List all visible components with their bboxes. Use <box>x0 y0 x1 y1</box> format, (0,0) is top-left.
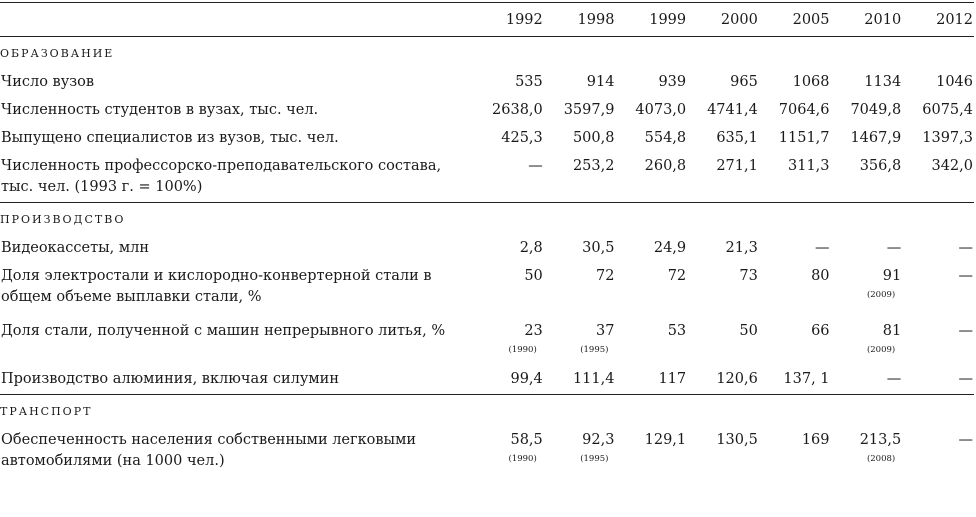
value-number: 30,5 <box>582 240 615 256</box>
value-number: — <box>886 371 902 387</box>
value-number: 81 <box>882 323 902 339</box>
value-number: 7049,8 <box>850 102 902 118</box>
value-number: 23 <box>524 323 543 339</box>
value-cell <box>759 69 831 97</box>
value-cell <box>902 153 974 203</box>
value-cell <box>544 153 616 203</box>
year-header: 2005 <box>759 3 831 37</box>
value-cell <box>472 235 544 263</box>
value-number: 1467,9 <box>850 130 902 146</box>
value-cell <box>759 427 831 482</box>
row-label: Выпущено специалистов из вузов, тыс. чел. <box>1 130 339 146</box>
value-number: 260,8 <box>644 158 687 174</box>
value-cell <box>472 125 544 153</box>
value-number: — <box>958 268 973 284</box>
value-cell <box>831 318 903 366</box>
value-cell <box>472 97 544 125</box>
value-cell <box>759 125 831 153</box>
value-cell <box>831 427 903 482</box>
value-cell <box>472 366 544 395</box>
table-row <box>0 318 974 366</box>
value-cell <box>902 427 974 482</box>
year-header: 1998 <box>544 3 616 37</box>
value-number: 1134 <box>864 74 902 90</box>
section-header-row <box>0 203 974 236</box>
value-number: 500,8 <box>572 130 615 146</box>
row-label: Число вузов <box>1 74 95 90</box>
value-number: 80 <box>811 268 830 284</box>
value-cell <box>687 235 759 263</box>
value-cell <box>759 366 831 395</box>
value-number: 66 <box>811 323 830 339</box>
value-cell <box>831 263 903 318</box>
value-number: 50 <box>524 268 543 284</box>
value-number: 356,8 <box>859 158 902 174</box>
value-cell <box>687 318 759 366</box>
value-number: 72 <box>667 268 687 284</box>
value-year-note: (2008) <box>866 454 896 464</box>
value-number: 271,1 <box>716 158 758 174</box>
value-cell <box>472 153 544 203</box>
value-number: 4073,0 <box>635 102 687 118</box>
value-cell <box>831 125 903 153</box>
value-cell <box>902 235 974 263</box>
table-row <box>0 97 974 125</box>
value-number: 53 <box>667 323 687 339</box>
value-cell <box>759 235 831 263</box>
table-row <box>0 69 974 97</box>
value-number: 169 <box>801 432 830 448</box>
section-title: ПРОИЗВОДСТВО <box>0 203 974 236</box>
value-cell <box>544 97 616 125</box>
value-cell <box>759 97 831 125</box>
value-cell <box>902 263 974 318</box>
value-number: 213,5 <box>859 432 902 448</box>
value-cell <box>615 97 687 125</box>
value-number: — <box>528 158 543 174</box>
statistics-table <box>0 2 974 482</box>
value-number: 24,9 <box>653 240 687 256</box>
value-cell <box>615 125 687 153</box>
value-number: 3597,9 <box>563 102 615 118</box>
value-number: 58,5 <box>510 432 543 448</box>
section-title: ТРАНСПОРТ <box>0 395 974 428</box>
value-cell <box>759 153 831 203</box>
value-number: 21,3 <box>725 240 758 256</box>
value-cell <box>615 366 687 395</box>
value-number: 1397,3 <box>922 130 973 146</box>
value-cell <box>687 366 759 395</box>
value-cell <box>615 69 687 97</box>
value-cell <box>902 318 974 366</box>
value-cell <box>687 97 759 125</box>
value-cell <box>902 97 974 125</box>
value-number: 37 <box>596 323 615 339</box>
year-header: 2000 <box>687 3 759 37</box>
value-cell <box>831 366 903 395</box>
value-number: 111,4 <box>572 371 615 387</box>
value-cell <box>831 235 903 263</box>
value-year-note: (1995) <box>580 454 609 464</box>
value-cell <box>544 427 616 482</box>
value-number: — <box>958 432 973 448</box>
table-row <box>0 125 974 153</box>
value-cell <box>687 125 759 153</box>
value-year-note: (2009) <box>866 345 896 355</box>
value-number: — <box>958 240 973 256</box>
year-header: 1992 <box>472 3 544 37</box>
value-number: 92,3 <box>582 432 615 448</box>
value-cell <box>615 318 687 366</box>
value-cell <box>831 69 903 97</box>
value-cell <box>687 427 759 482</box>
value-number: 4741,4 <box>707 102 758 118</box>
value-cell <box>544 263 616 318</box>
row-label: Доля стали, полученной с машин непрерывного литья, % <box>1 323 446 339</box>
value-cell <box>544 125 616 153</box>
value-number: — <box>886 240 902 256</box>
row-label: Численность студентов в вузах, тыс. чел. <box>1 102 319 118</box>
year-header: 1999 <box>615 3 687 37</box>
value-year-note: (1995) <box>580 345 609 355</box>
row-label: Обеспеченность населения собственными легковыми автомобилями (на 1000 чел.) <box>1 432 417 469</box>
year-header-row <box>0 3 974 37</box>
section-title: ОБРАЗОВАНИЕ <box>0 47 115 60</box>
value-number: 914 <box>586 74 615 90</box>
value-cell <box>472 427 544 482</box>
value-cell <box>472 263 544 318</box>
value-number: 6075,4 <box>922 102 973 118</box>
value-number: 425,3 <box>501 130 543 146</box>
section-header-row <box>0 395 974 428</box>
value-cell <box>615 263 687 318</box>
value-year-note: (2009) <box>866 290 896 300</box>
value-number: 342,0 <box>931 158 973 174</box>
value-number: 7064,6 <box>778 102 830 118</box>
row-label: Доля электростали и кислородно-конвертерной стали в общем объеме выплавки стали, % <box>1 268 432 305</box>
value-number: 2,8 <box>519 240 543 256</box>
value-cell <box>544 235 616 263</box>
value-number: 50 <box>739 323 758 339</box>
value-number: 1151,7 <box>778 130 830 146</box>
value-cell <box>544 366 616 395</box>
value-number: 72 <box>596 268 615 284</box>
value-number: 2638,0 <box>492 102 543 118</box>
value-number: 1068 <box>792 74 830 90</box>
value-year-note: (1990) <box>508 345 537 355</box>
value-number: 130,5 <box>716 432 758 448</box>
section-header-row <box>0 37 974 70</box>
table-body <box>0 37 974 483</box>
value-cell <box>472 69 544 97</box>
value-number: 137, 1 <box>783 371 830 387</box>
row-label: Видеокассеты, млн <box>1 240 150 256</box>
value-number: 120,6 <box>716 371 758 387</box>
value-number: 253,2 <box>572 158 615 174</box>
value-cell <box>902 125 974 153</box>
value-number: — <box>958 371 973 387</box>
value-number: 129,1 <box>644 432 687 448</box>
value-number: 117 <box>658 371 687 387</box>
table-row <box>0 366 974 395</box>
value-cell <box>687 153 759 203</box>
header-label-cell <box>0 3 472 37</box>
year-header: 2010 <box>831 3 903 37</box>
value-number: 99,4 <box>510 371 543 387</box>
row-label: Численность профессорско-преподавательского состава, тыс. чел. (1993 г. = 100%) <box>1 158 442 195</box>
value-cell <box>615 153 687 203</box>
value-cell <box>759 318 831 366</box>
value-cell <box>902 366 974 395</box>
value-cell <box>544 318 616 366</box>
value-cell <box>831 97 903 125</box>
value-number: 535 <box>515 74 543 90</box>
value-number: 554,8 <box>644 130 687 146</box>
value-cell <box>615 427 687 482</box>
row-label: Производство алюминия, включая силумин <box>1 371 339 387</box>
value-cell <box>687 69 759 97</box>
value-number: 73 <box>739 268 758 284</box>
value-cell <box>687 263 759 318</box>
table-row <box>0 427 974 482</box>
value-cell <box>472 318 544 366</box>
value-cell <box>831 153 903 203</box>
table-row <box>0 235 974 263</box>
value-number: 965 <box>730 74 758 90</box>
value-cell <box>615 235 687 263</box>
value-number: 311,3 <box>788 158 830 174</box>
value-cell <box>759 263 831 318</box>
table-row <box>0 263 974 318</box>
value-number: 635,1 <box>716 130 758 146</box>
value-year-note: (1990) <box>508 454 537 464</box>
year-header: 2012 <box>902 3 974 37</box>
value-number: 1046 <box>936 74 973 90</box>
value-cell <box>544 69 616 97</box>
table-row <box>0 153 974 203</box>
value-number: 939 <box>658 74 687 90</box>
value-number: — <box>958 323 973 339</box>
value-number: — <box>815 240 830 256</box>
value-number: 91 <box>882 268 902 284</box>
value-cell <box>902 69 974 97</box>
